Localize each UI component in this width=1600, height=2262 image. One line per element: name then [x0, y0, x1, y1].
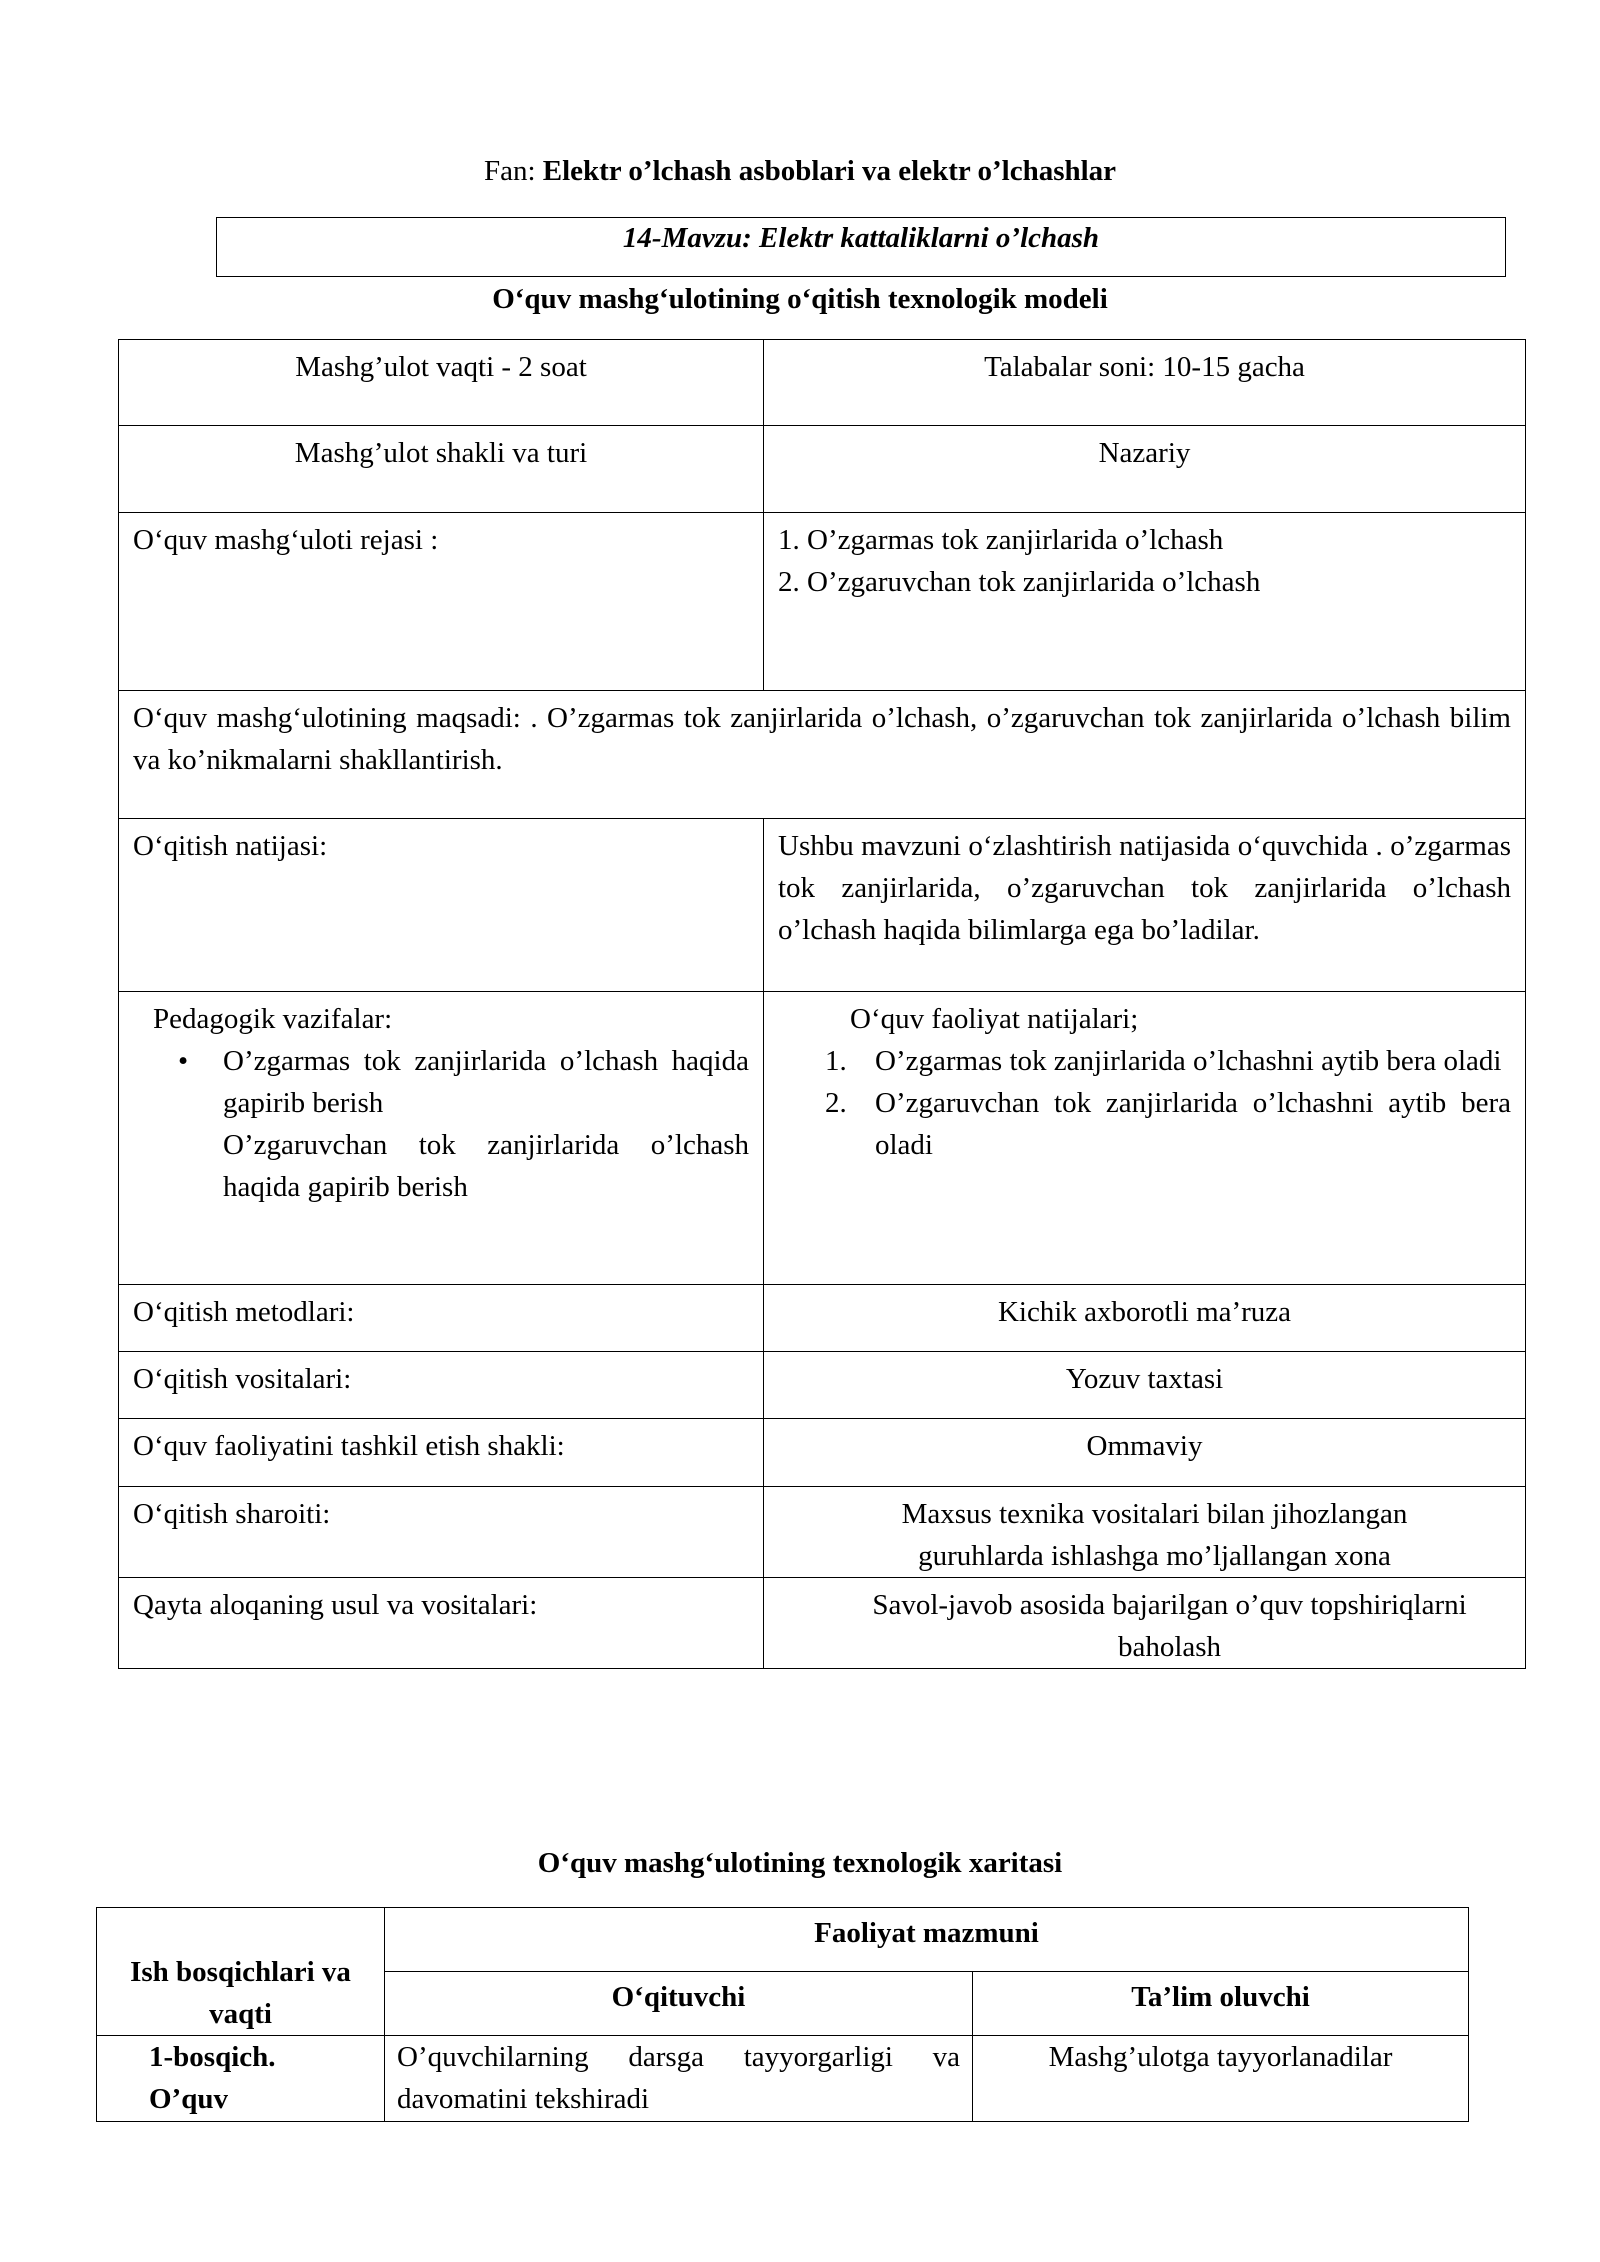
feedback-label-cell: Qayta aloqaning usul va vositalari:	[119, 1578, 764, 1669]
table-row	[119, 1419, 1526, 1487]
table-row	[119, 1285, 1526, 1352]
activity-results-label: O‘quv faoliyat natijalari;	[850, 1003, 1139, 1035]
list-item-text: O’zgaruvchan tok zanjirlarida o’lchashni aytib bera oladi	[875, 1087, 1511, 1161]
table-row	[119, 1578, 1526, 1669]
methods-value-cell: Kichik axborotli ma’ruza	[764, 1285, 1526, 1352]
tools-value-cell: Yozuv taxtasi	[764, 1352, 1526, 1419]
teacher-header-cell: O‘qituvchi	[385, 1972, 973, 2036]
result-value-cell: Ushbu mavzuni o‘zlashtirish natijasida o‘quvchida . o’zgarmas tok zanjirlarida, o’zgaruvchan tok zanjirlarida o’lchash o’lchash haqida bilimlarga ega bo’ladilar.	[764, 819, 1526, 992]
pedagogic-tasks-label: Pedagogik vazifalar:	[153, 1003, 393, 1035]
map-table	[96, 1907, 1469, 2122]
table-row	[119, 1352, 1526, 1419]
table-row	[119, 1487, 1526, 1578]
list-item	[825, 1040, 1511, 1082]
table-row	[97, 2036, 1469, 2122]
table-row	[119, 513, 1526, 691]
org-label-cell: O‘quv faoliyatini tashkil etish shakli:	[119, 1419, 764, 1487]
methods-label-cell: O‘qitish metodlari:	[119, 1285, 764, 1352]
table-row	[119, 992, 1526, 1285]
list-number: 2.	[825, 1087, 847, 1119]
list-item-text: O’zgarmas tok zanjirlarida o’lchashni aytib bera oladi	[875, 1045, 1502, 1077]
teacher-activity-cell: O’quvchilarning darsga tayyorgarligi va davomatini tekshiradi	[385, 2036, 973, 2122]
activity-results-list	[778, 1040, 1511, 1166]
bullet-text-continued: O’zgaruvchan tok zanjirlarida o’lchash haqida gapirib berish	[223, 1129, 749, 1203]
time-cell: Mashg’ulot vaqti - 2 soat	[119, 340, 764, 426]
activity-results-cell	[764, 992, 1526, 1285]
pedagogic-tasks-list	[133, 1040, 749, 1208]
student-activity-cell: Mashg’ulotga tayyorlanadilar	[973, 2036, 1469, 2122]
list-number: 1.	[825, 1045, 847, 1077]
plan-items-cell	[764, 513, 1526, 691]
plan-label-cell: O‘quv mashg‘uloti rejasi :	[119, 513, 764, 691]
pedagogic-tasks-cell	[119, 992, 764, 1285]
bullet-text: O’zgarmas tok zanjirlarida o’lchash haqida gapirib berish	[223, 1045, 749, 1119]
subject-title: Elektr o’lchash asboblari va elektr o’lchashlar	[542, 155, 1117, 187]
list-item	[223, 1040, 749, 1208]
subject-label: Fan:	[483, 155, 536, 187]
form-value-cell: Nazariy	[764, 426, 1526, 513]
map-title: O‘quv mashg‘ulotining texnologik xaritasi	[537, 1847, 1063, 1879]
list-item	[825, 1082, 1511, 1166]
table-row	[119, 426, 1526, 513]
topic-title: 14-Mavzu: Elektr kattaliklarni o’lchash	[622, 222, 1100, 254]
subject-line	[0, 150, 1600, 192]
table-row	[119, 340, 1526, 426]
model-title: O‘quv mashg‘ulotining o‘qitish texnologik modeli	[492, 283, 1108, 315]
student-header-cell: Ta’lim oluvchi	[973, 1972, 1469, 2036]
plan-item: 1. O’zgarmas tok zanjirlarida o’lchash	[778, 524, 1224, 556]
model-table	[118, 339, 1526, 1669]
stage-header-cell: Ish bosqichlari va vaqti	[97, 1908, 385, 2036]
org-value-cell: Ommaviy	[764, 1419, 1526, 1487]
conditions-label-cell: O‘qitish sharoiti:	[119, 1487, 764, 1578]
stage-type: O’quv	[149, 2083, 228, 2115]
feedback-value-cell: Savol-javob asosida bajarilgan o’quv topshiriqlarni baholash	[764, 1578, 1526, 1669]
table-row	[119, 819, 1526, 992]
goal-cell: O‘quv mashg‘ulotining maqsadi: . O’zgarmas tok zanjirlarida o’lchash, o’zgaruvchan tok zanjirlarida o’lchash bilim va ko’nikmalarni shakllantirish.	[119, 691, 1526, 819]
table-row	[97, 1908, 1469, 1972]
stage-cell	[97, 2036, 385, 2122]
form-label-cell: Mashg’ulot shakli va turi	[119, 426, 764, 513]
content-header-cell: Faoliyat mazmuni	[385, 1908, 1469, 1972]
stage-name: 1-bosqich.	[149, 2041, 276, 2073]
tools-label-cell: O‘qitish vositalari:	[119, 1352, 764, 1419]
table-row	[119, 691, 1526, 819]
conditions-value-cell: Maxsus texnika vositalari bilan jihozlangan guruhlarda ishlashga mo’ljallangan xona	[764, 1487, 1526, 1578]
topic-box	[216, 217, 1506, 277]
students-cell: Talabalar soni: 10-15 gacha	[764, 340, 1526, 426]
plan-item: 2. O’zgaruvchan tok zanjirlarida o’lchash	[778, 566, 1261, 598]
result-label-cell: O‘qitish natijasi:	[119, 819, 764, 992]
